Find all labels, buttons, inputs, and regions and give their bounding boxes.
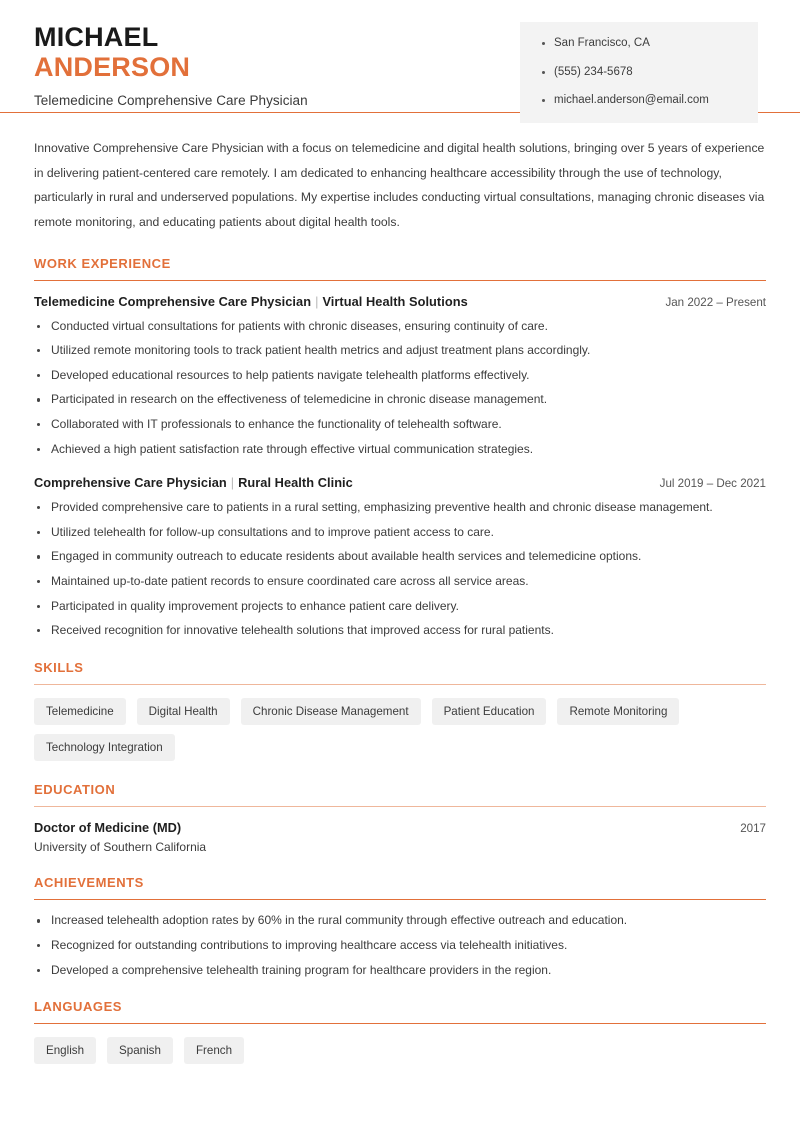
education-year: 2017 — [740, 822, 766, 836]
section-title-work-experience: WORK EXPERIENCE — [34, 255, 171, 271]
header-job-title: Telemedicine Comprehensive Care Physician — [34, 93, 308, 109]
bullet-item: Collaborated with IT professionals to enhance the functionality of telehealth software. — [34, 417, 766, 433]
skill-pill: Digital Health — [137, 698, 230, 725]
section-rule — [34, 899, 766, 900]
bullet-item: Developed a comprehensive telehealth training program for healthcare providers in the region. — [34, 963, 766, 979]
bullet-item: Participated in quality improvement projects to enhance patient care delivery. — [34, 599, 766, 615]
section-skills — [34, 660, 766, 762]
section-title-languages: LANGUAGES — [34, 999, 123, 1015]
experience-bullets — [34, 319, 766, 458]
education-entry — [34, 820, 766, 854]
skill-pill: Remote Monitoring — [557, 698, 679, 725]
section-rule — [34, 280, 766, 281]
title-separator: | — [230, 475, 235, 491]
section-rule — [34, 806, 766, 807]
bullet-item: Conducted virtual consultations for patients with chronic diseases, ensuring continuity of care. — [34, 319, 766, 335]
section-achievements — [34, 875, 766, 978]
contact-info-box — [520, 22, 758, 123]
bullet-item: Developed educational resources to help patients navigate telehealth platforms effectively. — [34, 368, 766, 384]
contact-phone-text: (555) 234-5678 — [554, 65, 633, 78]
language-pill: English — [34, 1037, 96, 1064]
section-title-skills: SKILLS — [34, 659, 84, 675]
name-first-line — [34, 22, 520, 52]
bullet-item: Utilized telehealth for follow-up consultations and to improve patient access to care. — [34, 525, 766, 541]
education-school: University of Southern California — [34, 840, 207, 855]
first-name: MICHAEL — [34, 22, 159, 52]
language-pill: Spanish — [107, 1037, 173, 1064]
name-last-line — [34, 52, 520, 82]
experience-company: Rural Health Clinic — [238, 475, 353, 491]
title-separator: | — [315, 293, 319, 309]
contact-email[interactable] — [542, 95, 758, 107]
resume-content — [0, 136, 800, 1064]
skill-pill: Patient Education — [432, 698, 547, 725]
experience-bullets — [34, 500, 766, 639]
skill-pill: Telemedicine — [34, 698, 126, 725]
contact-email-text: michael.anderson@email.com — [554, 94, 709, 106]
section-title-education: EDUCATION — [34, 782, 116, 798]
identity-block — [0, 22, 520, 108]
section-title-achievements: ACHIEVEMENTS — [34, 875, 144, 891]
last-name: ANDERSON — [34, 52, 191, 83]
skills-list — [34, 698, 766, 762]
section-work-experience — [34, 256, 766, 639]
experience-role: Comprehensive Care Physician — [34, 475, 227, 491]
achievements-list — [34, 913, 766, 978]
professional-summary: Innovative Comprehensive Care Physician with a focus on telemedicine and digital health solutions, bringing over 5 years of experience in delivering patient-centered care remotely. I am dedicated to enhancing healthcare accessibility through the use of technology, particularly in rural and underserved populations. My expertise includes conducting virtual consultations, managing chronic diseases via remote monitoring, and educating patients about digital health tools. — [34, 141, 765, 229]
experience-title — [34, 294, 468, 309]
experience-entry — [34, 475, 766, 639]
bullet-item: Utilized remote monitoring tools to track patient health metrics and adjust treatment plans accordingly. — [34, 343, 766, 359]
section-languages — [34, 999, 766, 1064]
experience-company: Virtual Health Solutions — [322, 293, 468, 309]
experience-role: Telemedicine Comprehensive Care Physician — [34, 293, 312, 309]
contact-location — [542, 38, 758, 50]
skill-pill: Technology Integration — [34, 734, 175, 761]
section-rule — [34, 1023, 766, 1024]
skill-pill: Chronic Disease Management — [241, 698, 421, 725]
experience-date: Jan 2022 – Present — [665, 295, 766, 309]
bullet-item: Participated in research on the effectiveness of telemedicine in chronic disease management. — [34, 392, 766, 408]
bullet-item: Achieved a high patient satisfaction rate through effective virtual communication strategies. — [34, 442, 766, 458]
experience-title — [34, 475, 353, 490]
contact-location-text: San Francisco, CA — [554, 37, 650, 49]
resume-header — [0, 0, 800, 113]
experience-entry — [34, 294, 766, 458]
bullet-item: Recognized for outstanding contributions to improving healthcare access via telehealth initiatives. — [34, 938, 766, 954]
contact-phone[interactable] — [542, 67, 758, 79]
section-education — [34, 782, 766, 854]
section-rule — [34, 684, 766, 685]
language-pill: French — [184, 1037, 244, 1064]
bullet-item: Maintained up-to-date patient records to ensure coordinated care across all service areas. — [34, 574, 766, 590]
bullet-item: Provided comprehensive care to patients in a rural setting, emphasizing preventive health and chronic disease management. — [34, 500, 766, 516]
bullet-item: Engaged in community outreach to educate residents about available health services and telemedicine options. — [34, 549, 766, 565]
experience-date: Jul 2019 – Dec 2021 — [659, 477, 766, 491]
education-degree: Doctor of Medicine (MD) — [34, 820, 182, 836]
languages-list — [34, 1037, 766, 1064]
bullet-item: Received recognition for innovative telehealth solutions that improved access for rural patients. — [34, 623, 766, 639]
bullet-item: Increased telehealth adoption rates by 60% in the rural community through effective outreach and education. — [34, 913, 766, 929]
